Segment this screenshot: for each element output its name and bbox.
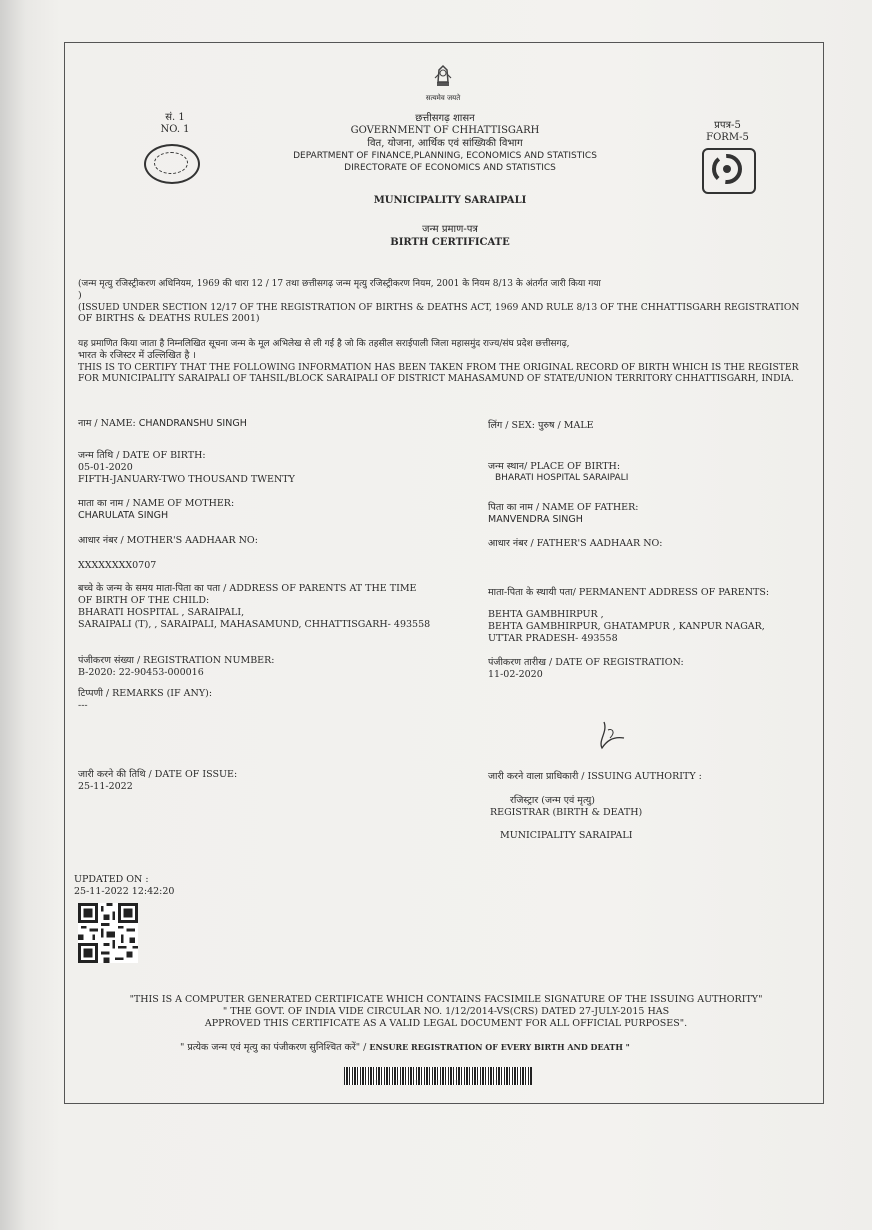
serial-number: NO. 1 (160, 124, 190, 135)
updated-on-value: 25-11-2022 12:42:20 (74, 886, 175, 897)
barcode-icon (344, 1067, 532, 1085)
registrar-hindi: रजिस्ट्रार (जन्म एवं मृत्यु) (510, 795, 595, 806)
registration-logo-icon (702, 148, 756, 194)
place-of-birth-value: BHARATI HOSPITAL SARAIPALI (495, 473, 629, 483)
issued-under-line-2: OF BIRTHS & DEATHS RULES 2001) (78, 313, 260, 324)
certify-hindi-line-1: यह प्रमाणित किया जाता है निम्नलिखित सूचना जन्म के मूल अभिलेख से ली गई है जो कि तहसील सराईपाली जिला महासमुंद राज्य/संघ प्रदेश छत्तीसगढ़, (78, 339, 570, 349)
issued-under-hindi-close: ) (78, 290, 82, 301)
govt-name-hindi: छत्तीसगढ़ शासन (415, 113, 475, 124)
registration-date-value: 11-02-2020 (488, 669, 543, 680)
place-of-birth-label: जन्म स्थान/ PLACE OF BIRTH: (488, 461, 621, 472)
directorate-name: DIRECTORATE OF ECONOMICS AND STATISTICS (344, 163, 556, 173)
issued-under-hindi: (जन्म मृत्यु रजिस्ट्रीकरण अधिनियम, 1969 की धारा 12 / 17 तथा छत्तीसगढ़ जन्म मृत्यु रजिस्ट्रीकरण नियम, 2001 के नियम 8/13 के अंतर्गत जारी किया गया (78, 279, 601, 289)
issue-date-value: 25-11-2022 (78, 781, 133, 792)
sex-label: लिंग / SEX: (488, 420, 535, 431)
name-field (78, 418, 247, 429)
certify-hindi-line-2: भारत के रजिस्टर में उल्लिखित है । (78, 350, 196, 361)
form-number: FORM-5 (706, 132, 749, 143)
birth-address-label-1: बच्चे के जन्म के समय माता-पिता का पता / ADDRESS OF PARENTS AT THE TIME (78, 583, 417, 594)
slogan-hindi: " प्रत्येक जन्म एवं मृत्यु का पंजीकरण सुनिश्चित करें" / (180, 1042, 367, 1053)
father-name-label: पिता का नाम / NAME OF FATHER: (488, 502, 639, 513)
registration-number-value: B-2020: 22-90453-000016 (78, 667, 204, 678)
name-value: CHANDRANSHU SINGH (138, 418, 247, 429)
qr-code-icon (78, 903, 138, 963)
certificate-title: BIRTH CERTIFICATE (390, 237, 510, 248)
registrar-title: REGISTRAR (BIRTH & DEATH) (490, 807, 643, 818)
mother-name-label: माता का नाम / NAME OF MOTHER: (78, 498, 235, 509)
remarks-value: --- (78, 700, 88, 711)
municipality-heading: MUNICIPALITY SARAIPALI (373, 195, 527, 206)
permanent-address-line-3: UTTAR PRADESH- 493558 (488, 633, 618, 644)
permanent-address-line-1: BEHTA GAMBHIRPUR , (488, 609, 604, 620)
issuing-authority-label: जारी करने वाला प्राधिकारी / ISSUING AUTHORITY : (488, 771, 702, 782)
remarks-label: टिप्पणी / REMARKS (IF ANY): (78, 688, 213, 699)
emblem-caption: सत्यमेव जयते (425, 94, 461, 102)
certify-line-1: THIS IS TO CERTIFY THAT THE FOLLOWING INFORMATION HAS BEEN TAKEN FROM THE ORIGINAL RECORD OF BIRTH WHICH IS THE REGISTER (78, 362, 799, 373)
department-name: DEPARTMENT OF FINANCE,PLANNING, ECONOMICS AND STATISTICS (293, 151, 597, 161)
issue-date-label: जारी करने की तिथि / DATE OF ISSUE: (78, 769, 238, 780)
title-hindi: जन्म प्रमाण-पत्र (422, 224, 478, 235)
govt-name: GOVERNMENT OF CHHATTISGARH (350, 125, 540, 136)
registration-number-label: पंजीकरण संख्या / REGISTRATION NUMBER: (78, 655, 275, 666)
dob-label: जन्म तिथि / DATE OF BIRTH: (78, 450, 206, 461)
footer-note-2: " THE GOVT. OF INDIA VIDE CIRCULAR NO. 1/12/2014-VS(CRS) DATED 27-JULY-2015 HAS (222, 1006, 670, 1017)
form-number-hindi: प्रपत्र-5 (714, 120, 741, 131)
sex-field (488, 420, 594, 431)
father-name-value: MANVENDRA SINGH (488, 514, 583, 525)
updated-on-label: UPDATED ON : (74, 874, 149, 885)
issued-under-line-1: (ISSUED UNDER SECTION 12/17 OF THE REGISTRATION OF BIRTHS & DEATHS ACT, 1969 AND RULE 8/13 OF THE CHHATTISGARH REGISTRATION (78, 302, 800, 313)
mother-name-value: CHARULATA SINGH (78, 510, 169, 521)
permanent-address-line-2: BEHTA GAMBHIRPUR, GHATAMPUR , KANPUR NAGAR, (488, 621, 765, 632)
sex-value: पुरुष / MALE (537, 420, 594, 431)
department-hindi: वित, योजना, आर्थिक एवं सांख्यिकी विभाग (367, 138, 523, 149)
authority-municipality: MUNICIPALITY SARAIPALI (500, 830, 633, 841)
certify-line-2: FOR MUNICIPALITY SARAIPALI OF TAHSIL/BLOCK SARAIPALI OF DISTRICT MAHASAMUND OF STATE/UNION TERRITORY CHHATTISGARH, INDIA. (78, 373, 794, 384)
father-aadhaar-label: आधार नंबर / FATHER'S AADHAAR NO: (488, 538, 663, 549)
birth-address-line-2: SARAIPALI (T), , SARAIPALI, MAHASAMUND, CHHATTISGARH- 493558 (78, 619, 431, 630)
slogan (180, 1042, 630, 1053)
name-label: नाम / NAME: (78, 418, 136, 429)
slogan-english: ENSURE REGISTRATION OF EVERY BIRTH AND DEATH " (369, 1042, 630, 1052)
footer-note-1: "THIS IS A COMPUTER GENERATED CERTIFICATE WHICH CONTAINS FACSIMILE SIGNATURE OF THE ISSUING AUTHORITY" (129, 994, 763, 1005)
dob-words: FIFTH-JANUARY-TWO THOUSAND TWENTY (78, 474, 295, 485)
government-seal-icon (144, 144, 200, 184)
mother-aadhaar-value: XXXXXXXX0707 (78, 560, 157, 571)
mother-aadhaar-label: आधार नंबर / MOTHER'S AADHAAR NO: (78, 535, 258, 546)
permanent-address-label: माता-पिता के स्थायी पता/ PERMANENT ADDRESS OF PARENTS: (488, 587, 770, 598)
registration-date-label: पंजीकरण तारीख / DATE OF REGISTRATION: (488, 657, 684, 668)
signature-icon (594, 716, 630, 752)
national-emblem-icon (428, 60, 458, 90)
dob-value: 05-01-2020 (78, 462, 133, 473)
footer-note-3: APPROVED THIS CERTIFICATE AS A VALID LEGAL DOCUMENT FOR ALL OFFICIAL PURPOSES". (204, 1018, 688, 1029)
birth-address-label-2: OF BIRTH OF THE CHILD: (78, 595, 210, 606)
birth-address-line-1: BHARATI HOSPITAL , SARAIPALI, (78, 607, 245, 618)
serial-number-hindi: सं. 1 (165, 112, 185, 123)
